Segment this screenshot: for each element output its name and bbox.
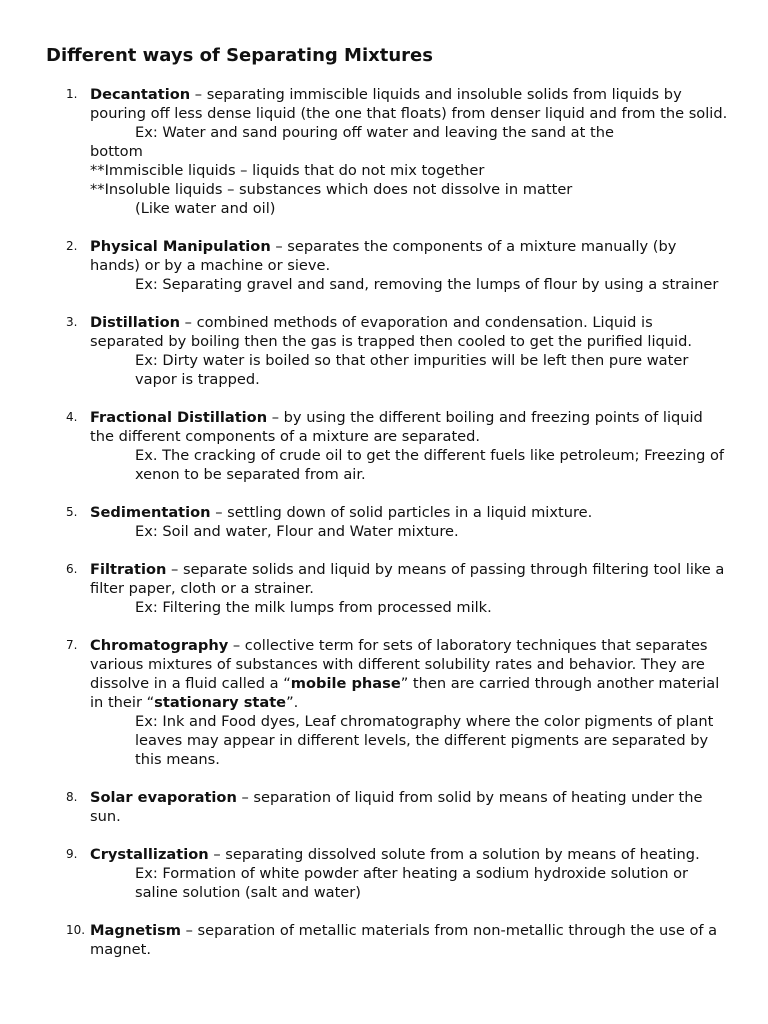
item-example: Ex: Ink and Food dyes, Leaf chromatography where the color pigments of plant leaves may appear in different levels, the different pigments are separated by this means. [135,713,714,768]
list-item-magnetism [0,921,768,959]
document-title: Different ways of Separating Mixtures [46,45,433,66]
item-definition-text: – settling down of solid particles in a liquid mixture. [210,504,593,521]
item-term: Physical Manipulation [90,238,271,255]
item-content [90,85,730,218]
item-definition-text: – combined methods of evaporation and condensation. Liquid is separated by boiling then the gas is trapped then cooled to get the purified liquid. [90,314,692,350]
item-number: 3. [66,315,78,329]
item-example: Ex: Water and sand pouring off water and leaving the sand at the [135,124,614,141]
item-example: Ex: Separating gravel and sand, removing the lumps of flour by using a strainer [135,276,719,293]
item-definition [90,788,730,826]
item-term: Crystallization [90,846,209,863]
item-content [90,503,730,541]
item-definition-text: ”. [286,694,299,711]
item-term: Chromatography [90,637,229,654]
item-content [90,237,730,294]
item-example-continued: bottom [90,143,143,160]
item-definition-text: – separate solids and liquid by means of passing through filtering tool like a filter paper, cloth or a strainer. [90,561,725,597]
mobile-phase-term: mobile phase [290,675,401,692]
item-content [90,313,730,389]
list-item-decantation [0,85,768,218]
stationary-state-term: stationary state [154,694,287,711]
item-term: Magnetism [90,922,181,939]
list-item-solar-evaporation [0,788,768,826]
item-definition-text: – collective term for sets of laboratory techniques that separates various mixtures of substances with different solubility rates and behavior. They are dissolve in a fluid called a “ [90,637,708,692]
item-number: 4. [66,410,78,424]
list-item-fractional-distillation [0,408,768,484]
item-term: Filtration [90,561,167,578]
item-term: Fractional Distillation [90,409,268,426]
item-term: Sedimentation [90,504,211,521]
item-definition-text: – separation of metallic materials from non-metallic through the use of a magnet. [90,922,718,958]
list-item-distillation [0,313,768,389]
item-definition [90,845,730,864]
item-content [90,845,730,902]
item-number: 2. [66,239,78,253]
item-number: 10. [66,923,86,937]
item-content [90,408,730,484]
item-note: (Like water and oil) [135,200,276,217]
item-definition [90,560,730,598]
item-number: 9. [66,847,78,861]
item-definition [90,921,730,959]
item-example: Ex: Filtering the milk lumps from processed milk. [135,599,492,616]
item-definition [90,85,730,123]
item-content [90,560,730,617]
item-content [90,636,730,769]
list-item-physical-manipulation [0,237,768,294]
list-item-chromatography [0,636,768,769]
item-definition [90,636,730,712]
item-example: Ex: Soil and water, Flour and Water mixture. [135,523,459,540]
item-definition-text: – separates the components of a mixture manually (by hands) or by a machine or sieve. [90,238,677,274]
item-example: Ex: Dirty water is boiled so that other impurities will be left then pure water vapor is trapped. [135,352,689,388]
item-note: **Insoluble liquids – substances which does not dissolve in matter [90,181,573,198]
item-definition-text: ” then are carried through another material in their “ [90,675,720,711]
item-definition-text: – separating immiscible liquids and insoluble solids from liquids by pouring off less dense liquid (the one that floats) from denser liquid and from the solid. [90,86,728,122]
list-item-crystallization [0,845,768,902]
item-definition [90,313,730,351]
item-number: 7. [66,638,78,652]
item-number: 5. [66,505,78,519]
item-definition [90,408,730,446]
item-term: Decantation [90,86,191,103]
list-item-filtration [0,560,768,617]
item-content [90,788,730,826]
list-item-sedimentation [0,503,768,541]
item-example: Ex: Formation of white powder after heating a sodium hydroxide solution or saline solution (salt and water) [135,865,689,901]
item-content [90,921,730,959]
item-example: Ex. The cracking of crude oil to get the different fuels like petroleum; Freezing of xenon to be separated from air. [135,447,725,483]
item-definition [90,237,730,275]
methods-list [0,85,768,978]
item-number: 6. [66,562,78,576]
item-term: Distillation [90,314,181,331]
item-number: 1. [66,87,78,101]
item-definition [90,503,730,522]
item-number: 8. [66,790,78,804]
item-term: Solar evaporation [90,789,237,806]
item-definition-text: – by using the different boiling and freezing points of liquid the different components of a mixture are separated. [90,409,703,445]
item-definition-text: – separating dissolved solute from a solution by means of heating. [208,846,700,863]
item-note: **Immiscible liquids – liquids that do not mix together [90,162,485,179]
item-definition-text: – separation of liquid from solid by means of heating under the sun. [90,789,703,825]
